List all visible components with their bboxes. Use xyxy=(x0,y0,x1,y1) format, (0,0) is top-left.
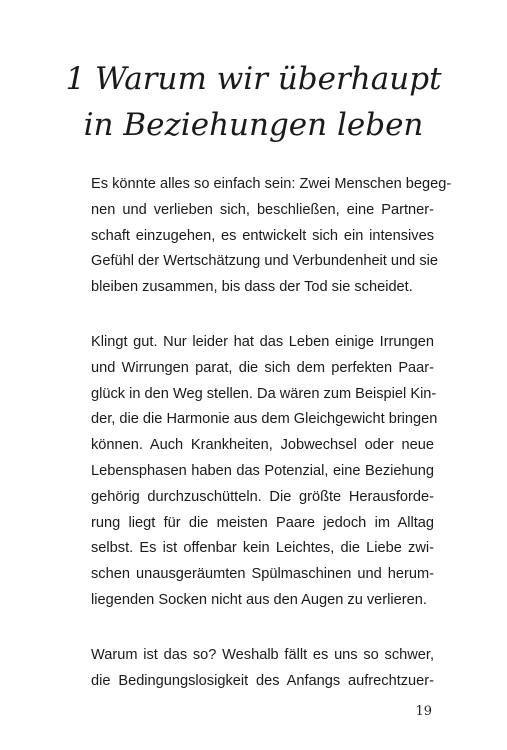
chapter-title-line: in Beziehungen leben xyxy=(83,107,424,143)
text-line: die Bedingungslosigkeit des Anfangs aufrechtzuer- xyxy=(91,672,434,689)
text-line: und Wirrungen parat, die sich dem perfekten Paar- xyxy=(91,359,434,376)
text-line: glück in den Weg stellen. Da wären zum Beispiel Kin- xyxy=(91,385,437,402)
text-line: schen unausgeräumten Spülmaschinen und herum- xyxy=(91,566,434,583)
text-line: bleiben zusammen, bis dass der Tod sie scheidet. xyxy=(91,279,413,296)
chapter-title xyxy=(60,56,447,148)
text-line: Gefühl der Wertschätzung und Verbundenheit und sie xyxy=(91,253,438,270)
chapter-title-line: 1 Warum wir überhaupt xyxy=(65,61,442,97)
text-line: können. Auch Krankheiten, Jobwechsel oder neue xyxy=(91,437,434,454)
text-line: selbst. Es ist offenbar kein Leichtes, die Liebe zwi- xyxy=(91,540,434,557)
text-line: der, die die Harmonie aus dem Gleichgewicht bringen xyxy=(91,411,438,428)
text-line: rung liegt für die meisten Paare jedoch im Alltag xyxy=(91,514,434,531)
text-line: liegenden Socken nicht aus den Augen zu verlieren. xyxy=(91,591,427,608)
paragraph-2 xyxy=(91,330,438,614)
text-line: schaft einzugehen, es entwickelt sich ein intensives xyxy=(91,227,434,244)
paragraph-1 xyxy=(91,172,452,301)
text-line: gehörig durchzuschütteln. Die größte Herausforde- xyxy=(91,488,434,505)
text-line: Warum ist das so? Weshalb fällt es uns so schwer, xyxy=(91,646,434,663)
page-number: 19 xyxy=(415,704,432,719)
body-text xyxy=(91,172,452,723)
text-line: Lebensphasen haben das Potenzial, eine Beziehung xyxy=(91,462,434,479)
text-line: Klingt gut. Nur leider hat das Leben einige Irrungen xyxy=(91,333,434,350)
paragraph-3 xyxy=(91,643,434,695)
text-line: nen und verlieben sich, beschließen, eine Partner- xyxy=(91,201,434,218)
text-line: Es könnte alles so einfach sein: Zwei Menschen begeg- xyxy=(91,176,452,192)
